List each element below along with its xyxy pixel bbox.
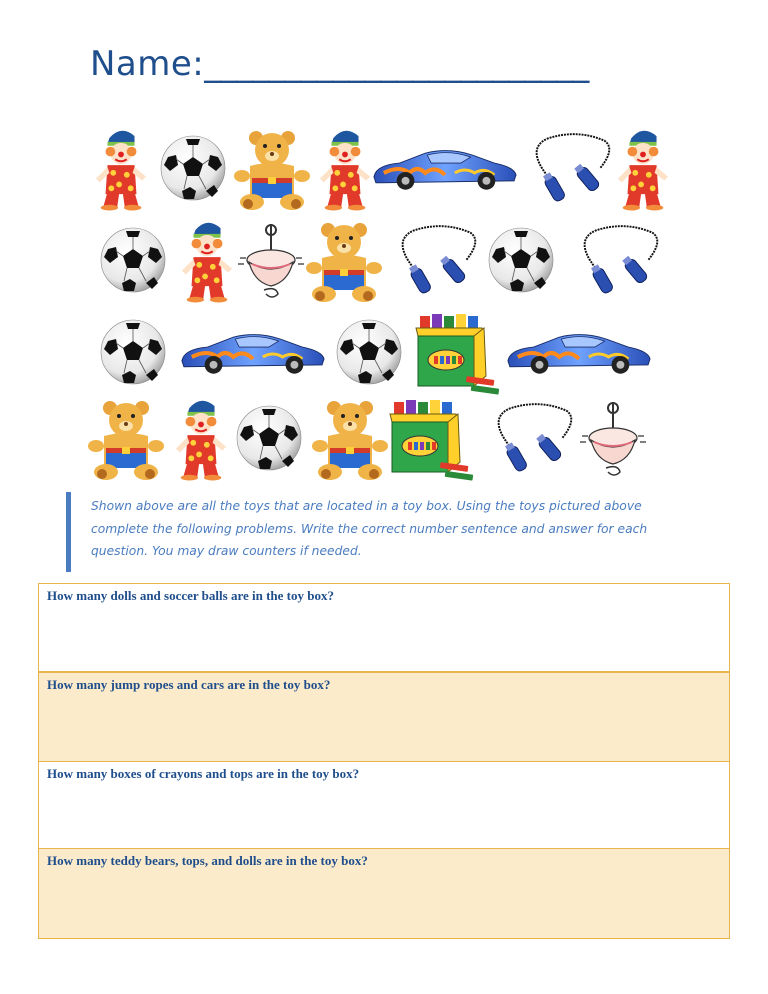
jump-rope-icon — [566, 214, 664, 306]
crayon-box-icon — [414, 306, 504, 398]
soccer-ball-icon — [486, 214, 556, 306]
toy-row — [88, 306, 678, 398]
question-row-1[interactable] — [39, 584, 729, 673]
clown-doll-icon — [172, 392, 230, 484]
soccer-ball-icon — [334, 306, 404, 398]
toy-picture-grid — [88, 122, 678, 484]
name-label: Name: — [90, 44, 205, 84]
question-row-3[interactable] — [39, 762, 729, 849]
teddy-bear-icon — [234, 122, 310, 214]
question-row-4[interactable] — [39, 849, 729, 938]
question-text: How many dolls and soccer balls are in the toy box? — [47, 588, 334, 603]
race-car-icon — [504, 306, 652, 398]
instructions-text: Shown above are all the toys that are located in a toy box. Using the toys pictured above complete the following problems. Write the correct number sentence and answer for each question. You may draw counters if needed. — [91, 499, 648, 558]
crayon-box-icon — [388, 392, 478, 484]
instructions-callout — [66, 492, 666, 572]
soccer-ball-icon — [98, 214, 168, 306]
teddy-bear-icon — [88, 392, 164, 484]
teddy-bear-icon — [306, 214, 382, 306]
soccer-ball-icon — [98, 306, 168, 398]
question-text: How many jump ropes and cars are in the toy box? — [47, 677, 331, 692]
race-car-icon — [178, 306, 326, 398]
question-table — [38, 583, 730, 939]
jump-rope-icon — [480, 392, 578, 484]
race-car-icon — [370, 122, 518, 214]
spinning-top-icon — [578, 392, 648, 484]
question-text: How many boxes of crayons and tops are in the toy box? — [47, 766, 360, 781]
jump-rope-icon — [518, 122, 616, 214]
name-field-label — [90, 44, 588, 84]
toy-row — [88, 392, 678, 484]
question-text: How many teddy bears, tops, and dolls are in the toy box? — [47, 853, 368, 868]
soccer-ball-icon — [158, 122, 228, 214]
clown-doll-icon — [316, 122, 374, 214]
jump-rope-icon — [384, 214, 482, 306]
clown-doll-icon — [92, 122, 150, 214]
soccer-ball-icon — [234, 392, 304, 484]
name-blank-line[interactable]: ________________________ — [204, 44, 589, 84]
spinning-top-icon — [236, 214, 306, 306]
toy-row — [88, 122, 678, 214]
clown-doll-icon — [178, 214, 236, 306]
toy-row — [88, 214, 678, 306]
teddy-bear-icon — [312, 392, 388, 484]
clown-doll-icon — [614, 122, 672, 214]
question-row-2[interactable] — [39, 673, 729, 762]
